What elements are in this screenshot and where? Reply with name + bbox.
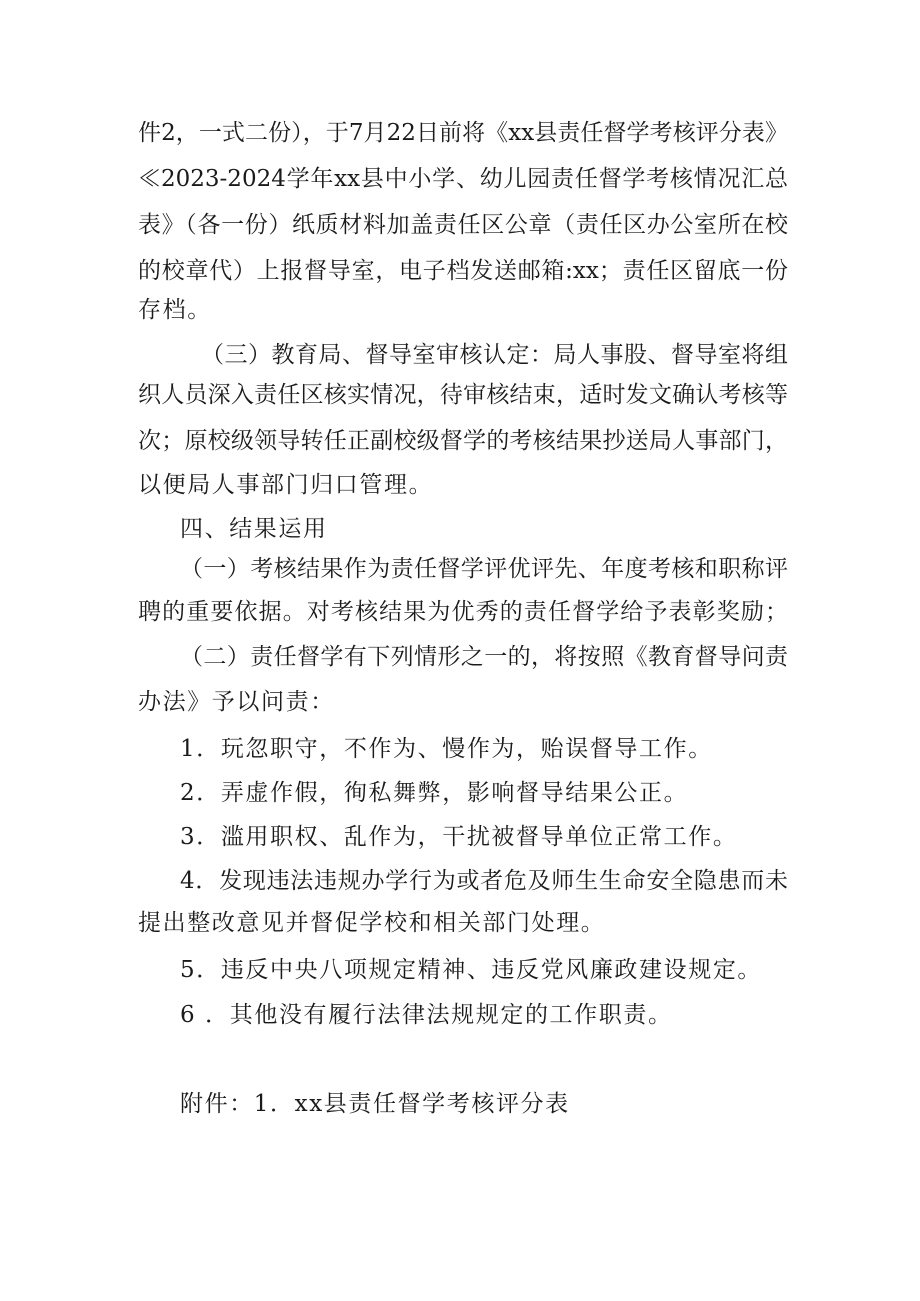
list-item-1: 1．玩忽职守，不作为、慢作为，贻误督导工作。 xyxy=(180,736,713,762)
paragraph-line: 件2，一式二份），于7月22日前将《xx县责任督学考核评分表》 xyxy=(138,120,788,146)
paragraph-line: 的校章代）上报督导室，电子档发送邮箱:xx；责任区留底一份 xyxy=(138,258,788,284)
paragraph-line: 办法》予以问责： xyxy=(138,689,335,715)
attachment-line: 附件：1．xx县责任督学考核评分表 xyxy=(180,1091,570,1117)
list-item-6: 6 ．其他没有履行法律法规规定的工作职责。 xyxy=(180,1002,673,1028)
item-1-line: （一）考核结果作为责任督学评优评先、年度考核和职称评 xyxy=(180,556,788,582)
paragraph-line: 次；原校级领导转任正副校级督学的考核结果抄送局人事部门， xyxy=(138,428,788,454)
item-2-line: （二）责任督学有下列情形之一的，将按照《教育督导问责 xyxy=(180,644,788,670)
section-heading-3: （三）教育局、督导室审核认定：局人事股、督导室将组 xyxy=(201,342,788,368)
list-item-5: 5．违反中央八项规定精神、违反党风廉政建设规定。 xyxy=(180,957,763,983)
list-item-4: 4．发现违法违规办学行为或者危及师生生命安全隐患而未 xyxy=(180,868,788,894)
paragraph-line: 表》（各一份）纸质材料加盖责任区公章（责任区办公室所在校 xyxy=(138,212,788,238)
paragraph-line: 存档。 xyxy=(138,297,212,323)
section-title-4: 四、结果运用 xyxy=(180,516,328,542)
paragraph-line: 织人员深入责任区核实情况，待审核结束，适时发文确认考核等 xyxy=(138,382,788,408)
list-item-2: 2．弄虚作假，徇私舞弊，影响督导结果公正。 xyxy=(180,780,689,806)
list-item-3: 3．滥用职权、乱作为，干扰被督导单位正常工作。 xyxy=(180,824,738,850)
paragraph-line: 提出整改意见并督促学校和相关部门处理。 xyxy=(138,910,606,936)
paragraph-line: 以便局人事部门归口管理。 xyxy=(138,472,434,498)
paragraph-line: 聘的重要依据。对考核结果为优秀的责任督学给予表彰奖励； xyxy=(138,599,788,625)
paragraph-line: ≪2023-2024学年xx县中小学、幼儿园责任督学考核情况汇总 xyxy=(138,166,788,192)
